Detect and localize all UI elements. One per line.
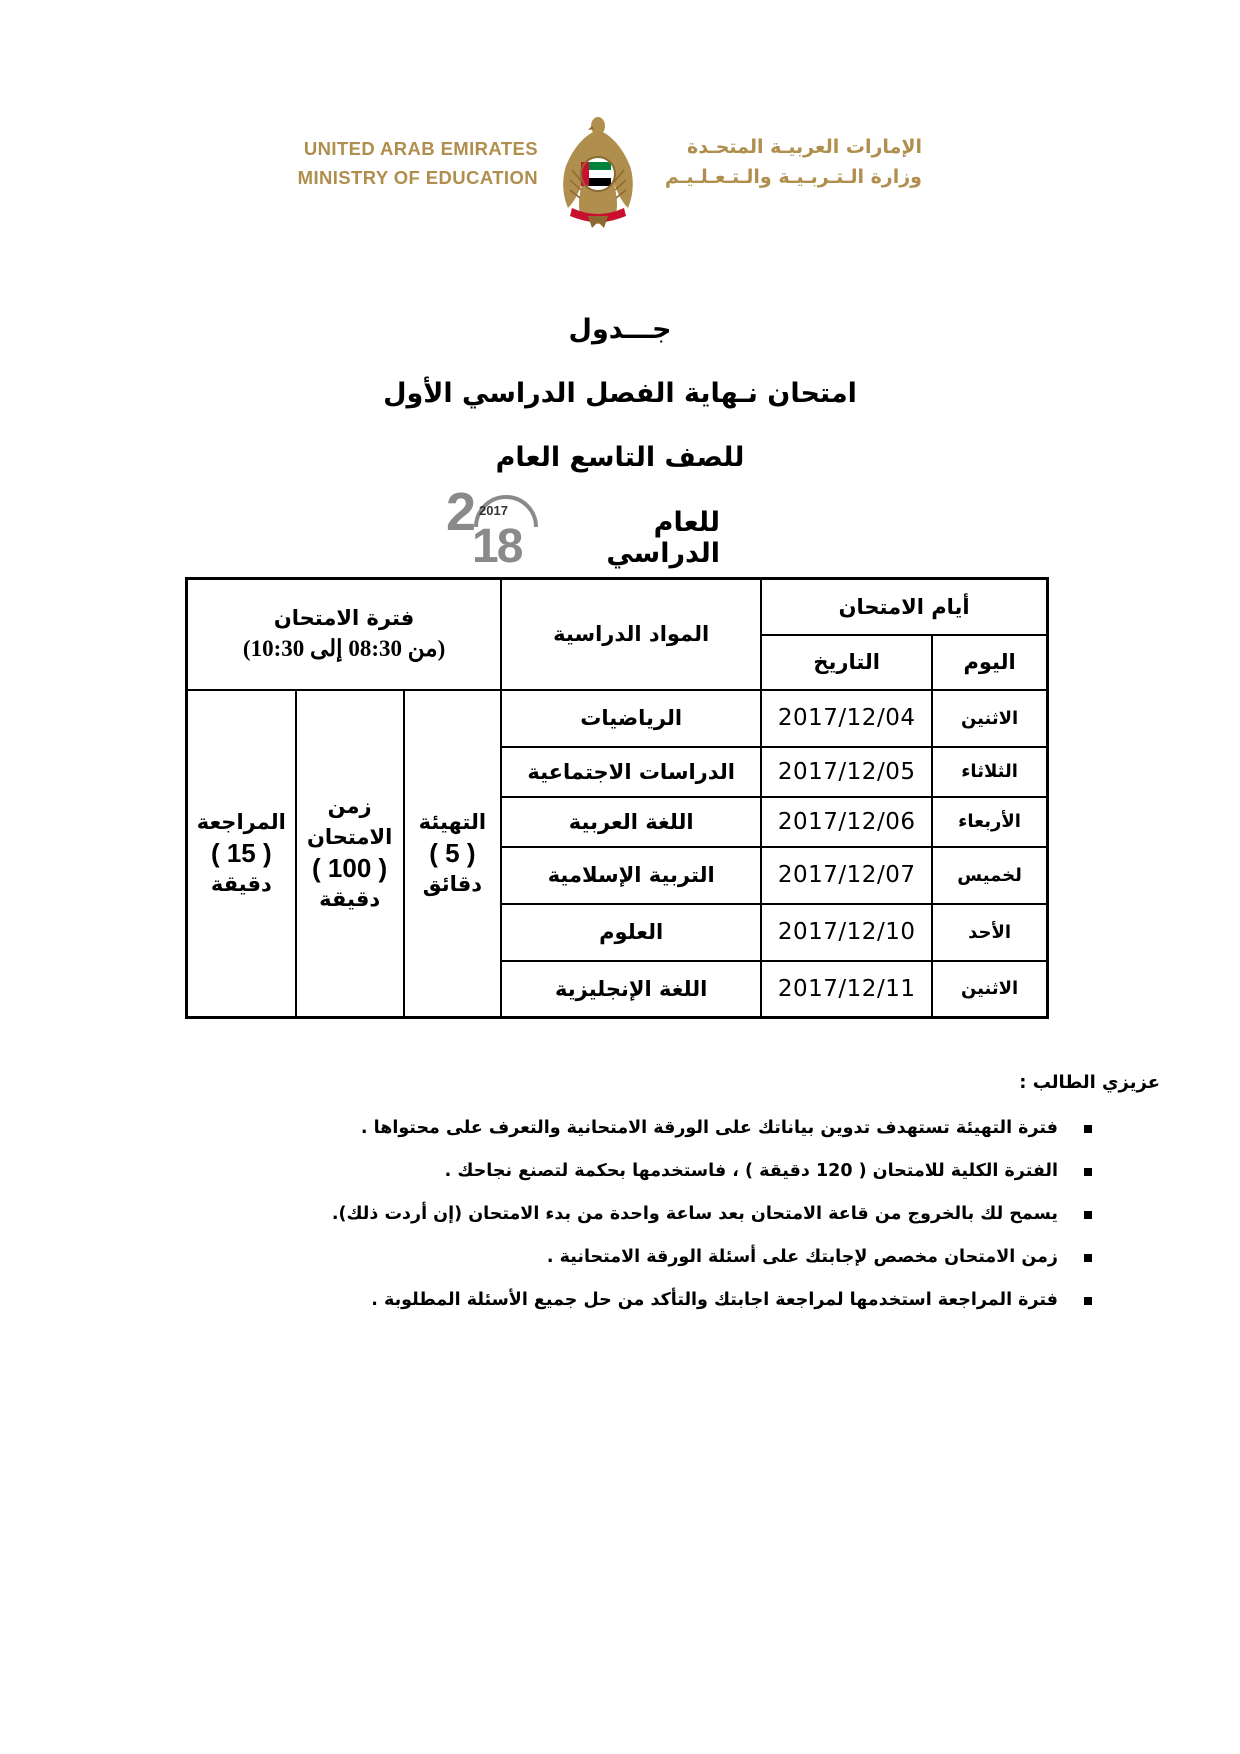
exam-time-unit: دقيقة	[319, 887, 381, 912]
header-period-label: فترة الامتحان	[273, 606, 415, 631]
square-bullet-icon	[1084, 1211, 1092, 1219]
row-day: الأربعاء	[932, 797, 1047, 847]
row-date: 2017/12/06	[761, 797, 932, 847]
header-subjects: المواد الدراسية	[501, 579, 761, 690]
square-bullet-icon	[1084, 1125, 1092, 1133]
uae-falcon-emblem-icon	[548, 112, 648, 230]
row-day: الاثنين	[932, 690, 1047, 747]
year-logo-2017: 2017	[479, 503, 508, 518]
row-date: 2017/12/04	[761, 690, 932, 747]
exam-time-value: ( 100 )	[312, 853, 388, 884]
notes-list	[332, 1116, 1092, 1331]
header-date: التاريخ	[761, 635, 932, 690]
ministry-name-english	[278, 134, 538, 192]
row-day: لخميس	[932, 847, 1047, 904]
list-item	[332, 1288, 1092, 1331]
row-date: 2017/12/07	[761, 847, 932, 904]
note-text: فترة التهيئة تستهدف تدوين بياناتك على الورقة الامتحانية والتعرف على محتواها .	[360, 1118, 1058, 1138]
prep-duration-cell	[404, 690, 502, 1018]
year-logo-digits-18: 18	[472, 520, 522, 573]
row-subject: اللغة العربية	[501, 797, 761, 847]
exam-time-duration-cell	[296, 690, 404, 1018]
ministry-country-ar: الإمارات العربيـة المتحـدة	[687, 136, 922, 158]
list-item	[332, 1116, 1092, 1159]
row-day: الاثنين	[932, 961, 1047, 1018]
header-day: اليوم	[932, 635, 1047, 690]
row-subject: الدراسات الاجتماعية	[501, 747, 761, 797]
academic-year-label: للعام الدراسي	[606, 507, 720, 569]
note-text: يسمح لك بالخروج من قاعة الامتحان بعد ساعة واحدة من بدء الامتحان (إن أردت ذلك).	[331, 1204, 1058, 1224]
academic-year-logo	[446, 482, 546, 573]
square-bullet-icon	[1084, 1168, 1092, 1176]
year-logo-digit-2: 2	[446, 482, 477, 542]
row-day: الأحد	[932, 904, 1047, 961]
list-item	[332, 1202, 1092, 1245]
review-duration-cell	[187, 690, 296, 1018]
square-bullet-icon	[1084, 1254, 1092, 1262]
page-title: جـــدول	[568, 314, 672, 345]
ministry-title-ar: وزارة الـتـربـيـة والـتـعـلـيـم	[664, 166, 922, 188]
row-subject: اللغة الإنجليزية	[501, 961, 761, 1018]
prep-label: التهيئة	[418, 809, 487, 834]
row-date: 2017/12/10	[761, 904, 932, 961]
review-unit: دقيقة	[210, 871, 272, 896]
table-row	[187, 690, 1048, 747]
prep-unit: دقائق	[422, 871, 482, 896]
review-value: ( 15 )	[210, 837, 272, 868]
list-item	[332, 1245, 1092, 1288]
notes-title: عزيزي الطالب :	[1019, 1072, 1160, 1093]
exam-schedule-table	[185, 577, 1049, 1016]
ministry-title-en: MINISTRY OF EDUCATION	[297, 167, 538, 188]
review-label: المراجعة	[196, 809, 286, 834]
row-subject: التربية الإسلامية	[501, 847, 761, 904]
ministry-name-arabic	[662, 132, 922, 192]
header-exam-period	[187, 579, 502, 690]
note-text: الفترة الكلية للامتحان ( 120 دقيقة ) ، فاستخدمها بحكمة لتصنع نجاحك .	[444, 1161, 1058, 1181]
row-day: الثلاثاء	[932, 747, 1047, 797]
note-text: فترة المراجعة استخدمها لمراجعة اجابتك والتأكد من حل جميع الأسئلة المطلوبة .	[371, 1290, 1058, 1310]
exam-time-label: زمن الامتحان	[306, 794, 393, 850]
header-period-time: (من 08:30 إلى 10:30)	[242, 636, 446, 662]
row-subject: الرياضيات	[501, 690, 761, 747]
row-subject: العلوم	[501, 904, 761, 961]
grade-title: للصف التاسع العام	[495, 442, 745, 473]
ministry-country-en: UNITED ARAB EMIRATES	[303, 138, 538, 159]
header-exam-days: أيام الامتحان	[761, 579, 1047, 635]
row-date: 2017/12/05	[761, 747, 932, 797]
prep-value: ( 5 )	[429, 837, 476, 868]
square-bullet-icon	[1084, 1297, 1092, 1305]
exam-title: امتحان نـهاية الفصل الدراسي الأول	[383, 378, 857, 409]
note-text: زمن الامتحان مخصص لإجابتك على أسئلة الورقة الامتحانية .	[546, 1247, 1058, 1267]
list-item	[332, 1159, 1092, 1202]
row-date: 2017/12/11	[761, 961, 932, 1018]
